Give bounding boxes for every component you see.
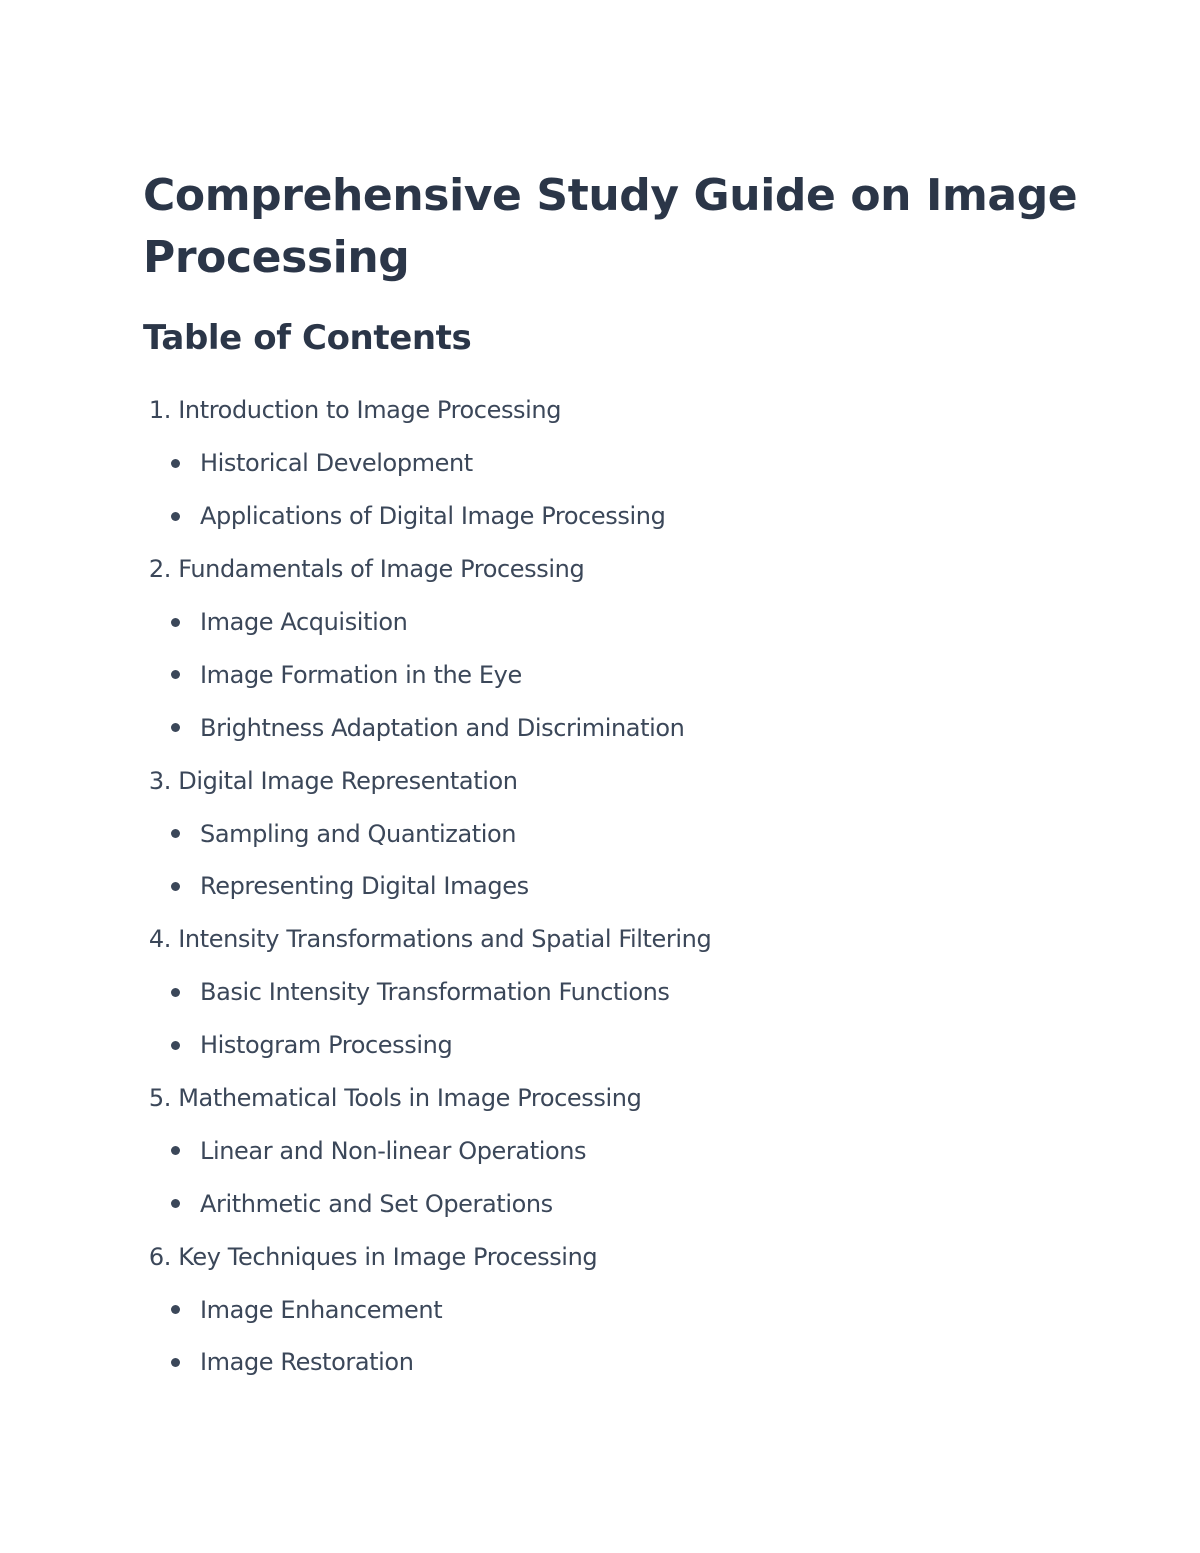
toc-section[interactable] <box>143 1072 1103 1125</box>
bullet-icon <box>171 829 180 838</box>
bullet-icon <box>171 882 180 891</box>
toc-subsection-label: Image Restoration <box>200 1348 414 1377</box>
toc-subsection-label: Image Enhancement <box>200 1295 443 1324</box>
toc-subsection[interactable] <box>143 596 1103 649</box>
toc-subsection[interactable] <box>143 860 1103 913</box>
toc-section-number: 5. <box>148 1084 171 1113</box>
toc-section-label: Introduction to Image Processing <box>178 396 562 425</box>
toc-subsection-label: Arithmetic and Set Operations <box>200 1189 553 1218</box>
toc-section-number: 6. <box>148 1242 171 1271</box>
toc-subsection[interactable] <box>143 1177 1103 1230</box>
toc-subsection[interactable] <box>143 1124 1103 1177</box>
toc-subsection-label: Representing Digital Images <box>200 872 529 901</box>
toc-subsection[interactable] <box>143 1283 1103 1336</box>
toc-subsection-label: Image Formation in the Eye <box>200 660 522 689</box>
toc-subsection-label: Brightness Adaptation and Discrimination <box>200 713 685 742</box>
toc-subsection-label: Sampling and Quantization <box>200 819 517 848</box>
toc-subsection-label: Histogram Processing <box>200 1031 453 1060</box>
bullet-icon <box>171 1146 180 1155</box>
toc-subsection[interactable] <box>143 648 1103 701</box>
toc-section-label: Intensity Transformations and Spatial Filtering <box>178 925 712 954</box>
toc-section-number: 4. <box>148 925 171 954</box>
toc-section[interactable] <box>143 543 1103 596</box>
toc-subsection[interactable] <box>143 966 1103 1019</box>
bullet-icon <box>171 723 180 732</box>
toc-subsection[interactable] <box>143 1019 1103 1072</box>
document-title: Comprehensive Study Guide on Image Processing <box>143 170 1078 283</box>
bullet-icon <box>171 670 180 679</box>
toc-section-number: 1. <box>148 396 171 425</box>
toc-subsection[interactable] <box>143 1336 1103 1389</box>
toc-section-label: Mathematical Tools in Image Processing <box>178 1084 642 1113</box>
toc-subsection[interactable] <box>143 701 1103 754</box>
toc-section[interactable] <box>143 754 1103 807</box>
toc-section-label: Key Techniques in Image Processing <box>178 1242 598 1271</box>
bullet-icon <box>171 1199 180 1208</box>
bullet-icon <box>171 1305 180 1314</box>
toc-section[interactable] <box>143 913 1103 966</box>
toc-section-label: Fundamentals of Image Processing <box>178 555 585 584</box>
bullet-icon <box>171 459 180 468</box>
bullet-icon <box>171 1041 180 1050</box>
toc-subsection[interactable] <box>143 490 1103 543</box>
bullet-icon <box>171 512 180 521</box>
toc-heading: Table of Contents <box>143 318 472 358</box>
table-of-contents <box>143 384 1103 1389</box>
toc-section-number: 2. <box>148 555 171 584</box>
toc-section-number: 3. <box>148 766 171 795</box>
toc-subsection-label: Basic Intensity Transformation Functions <box>200 978 670 1007</box>
bullet-icon <box>171 988 180 997</box>
toc-subsection-label: Linear and Non-linear Operations <box>200 1136 587 1165</box>
toc-section[interactable] <box>143 1230 1103 1283</box>
toc-subsection-label: Image Acquisition <box>200 608 408 636</box>
toc-section-label: Digital Image Representation <box>178 766 518 795</box>
bullet-icon <box>171 618 180 627</box>
toc-subsection-label: Historical Development <box>200 449 473 478</box>
bullet-icon <box>171 1358 180 1367</box>
toc-subsection[interactable] <box>143 807 1103 860</box>
toc-subsection[interactable] <box>143 437 1103 490</box>
toc-subsection-label: Applications of Digital Image Processing <box>200 502 666 531</box>
toc-section[interactable] <box>143 384 1103 437</box>
